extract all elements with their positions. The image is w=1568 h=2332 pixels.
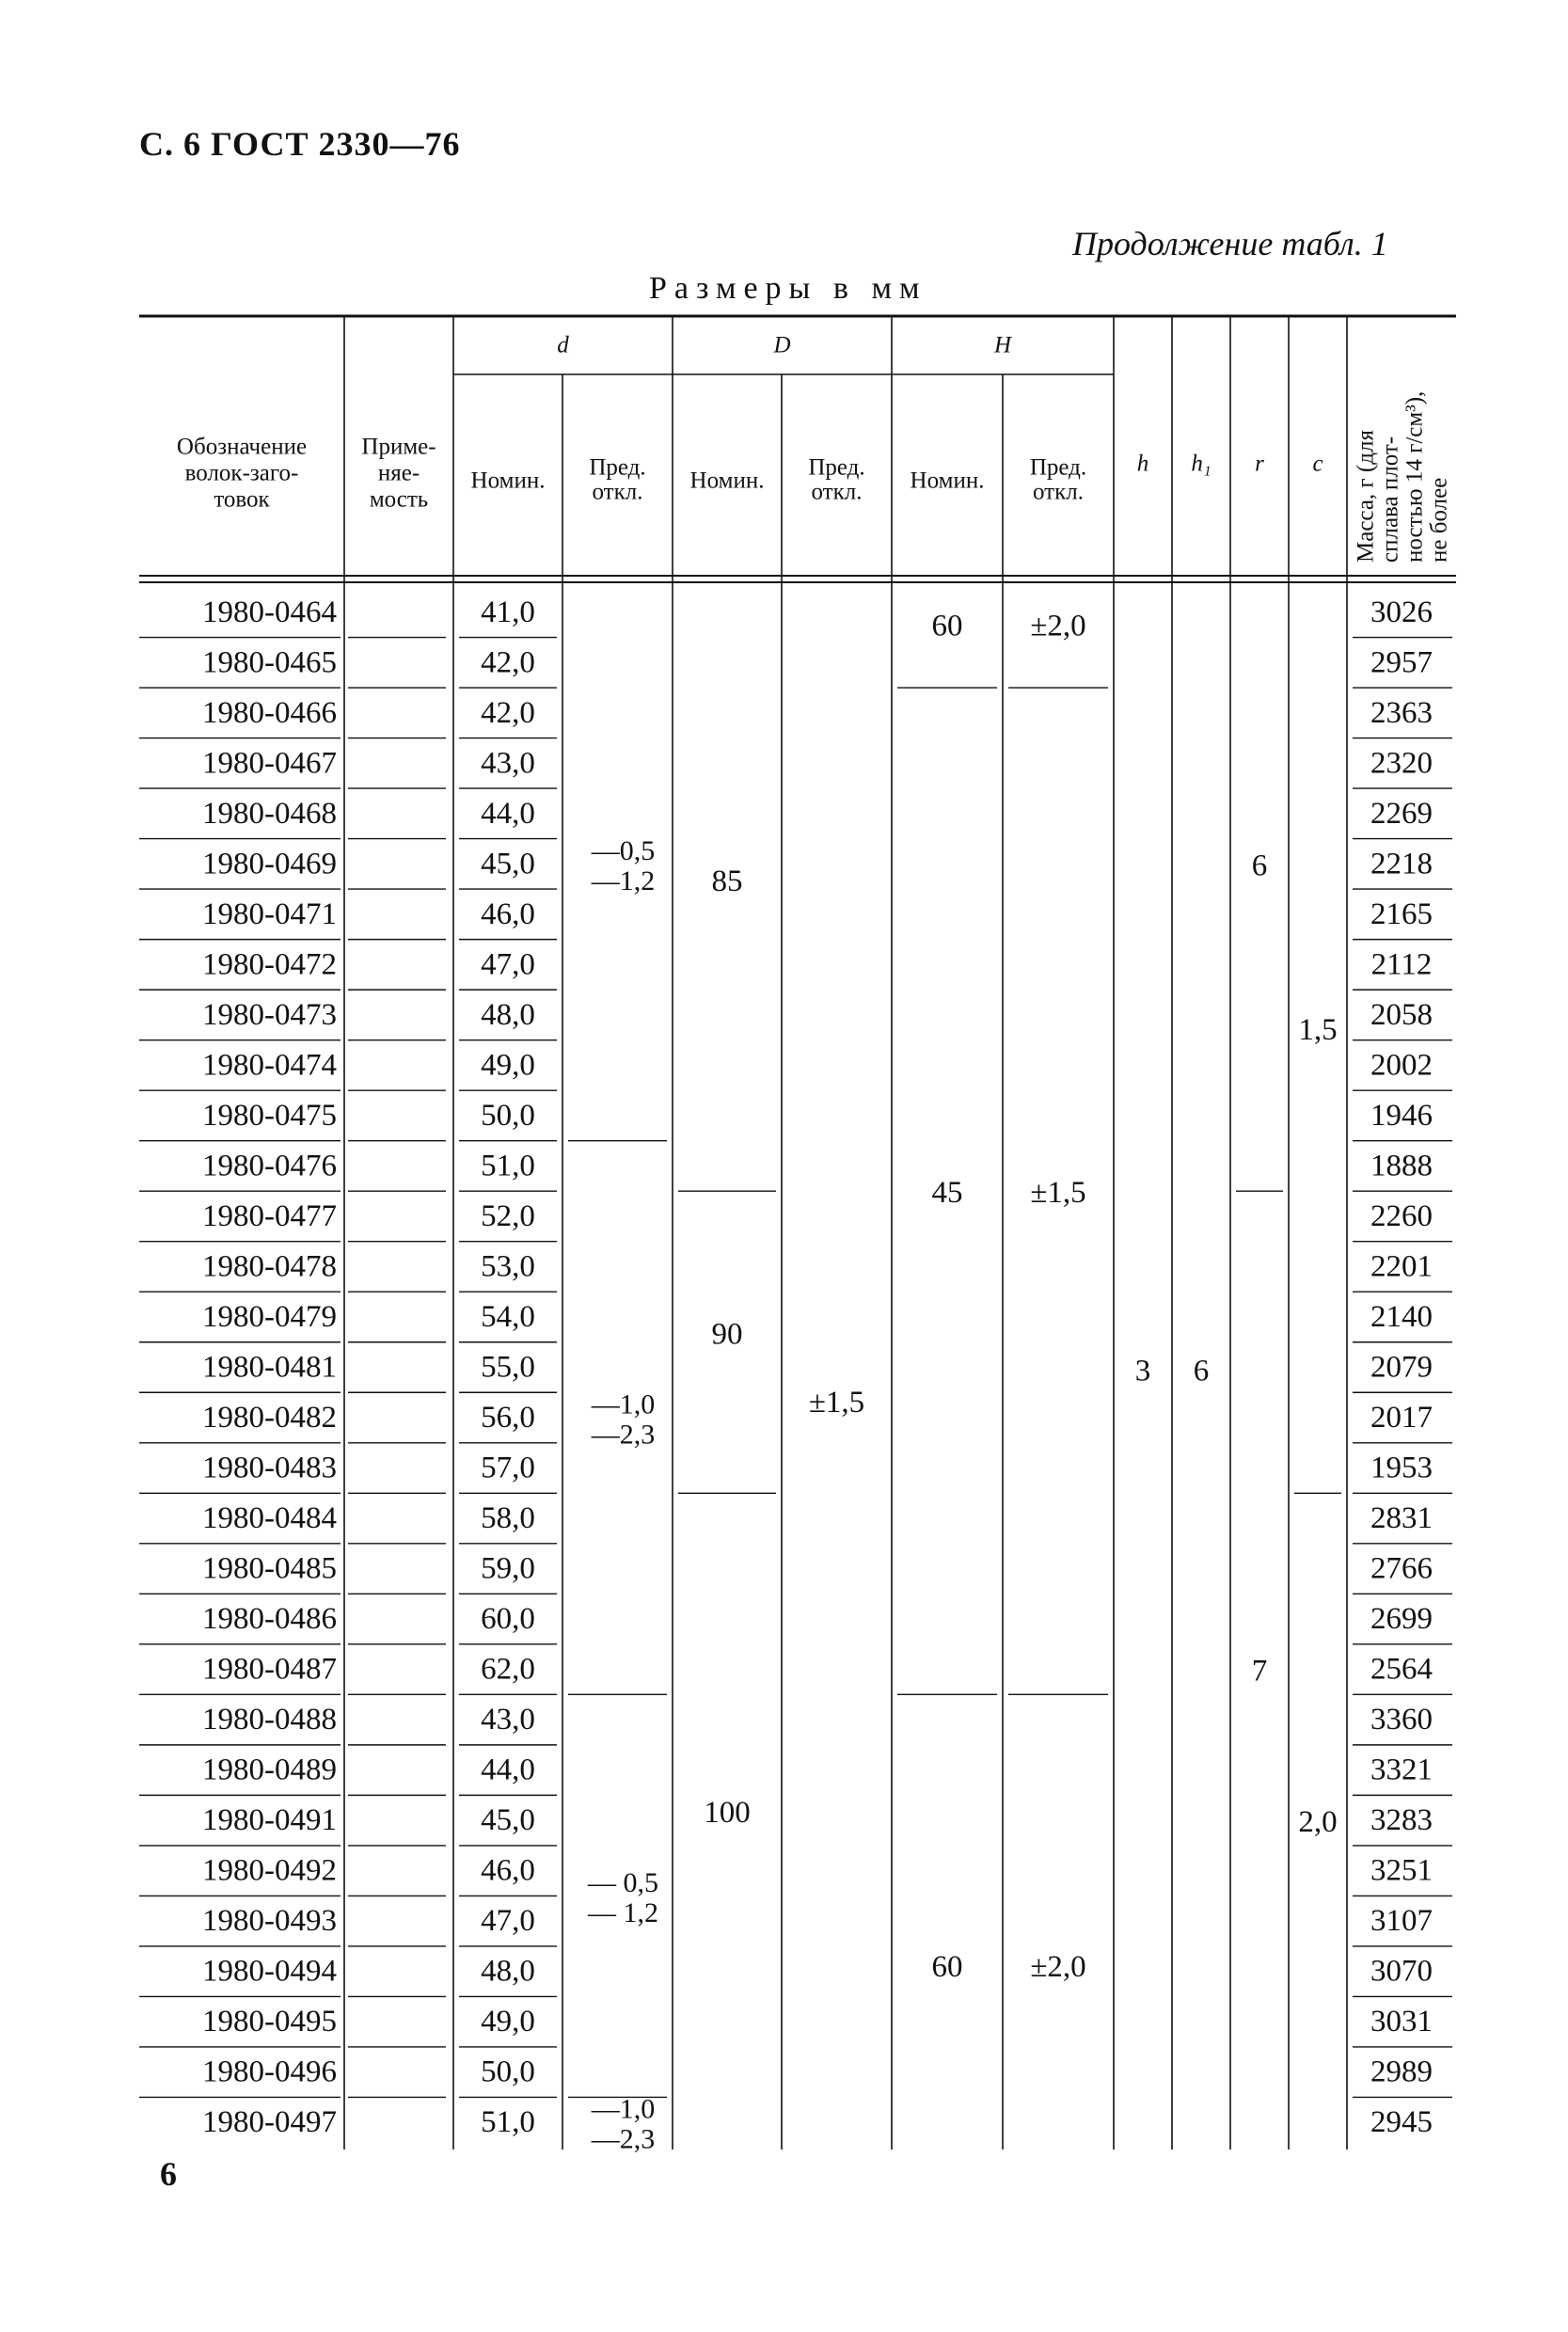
row-designation: 1980-0469 bbox=[202, 847, 337, 881]
row-d-nominal: 48,0 bbox=[481, 1954, 535, 1989]
header-h1: h₁ bbox=[1191, 451, 1212, 477]
row-c: 1,5 bbox=[1298, 1012, 1338, 1047]
row-designation: 1980-0466 bbox=[202, 695, 337, 730]
row-designation: 1980-0495 bbox=[202, 2005, 337, 2039]
header-tolerance: Пред. bbox=[808, 454, 865, 481]
row-d-nominal: 47,0 bbox=[481, 1904, 535, 1939]
row-d-nominal: 44,0 bbox=[481, 1753, 535, 1787]
row-mass: 1888 bbox=[1370, 1149, 1433, 1183]
table-continuation-label: Продолжение табл. 1 bbox=[1072, 225, 1388, 262]
row-d-nominal: 54,0 bbox=[481, 1299, 535, 1334]
row-designation: 1980-0487 bbox=[202, 1652, 337, 1687]
row-d-nominal: 46,0 bbox=[481, 896, 535, 931]
row-d-nominal: 47,0 bbox=[481, 947, 535, 982]
row-mass: 2002 bbox=[1370, 1048, 1433, 1083]
header-nominal: Номин. bbox=[470, 468, 546, 494]
row-designation: 1980-0464 bbox=[202, 595, 337, 629]
row-mass: 1953 bbox=[1370, 1451, 1433, 1485]
row-designation: 1980-0476 bbox=[202, 1149, 337, 1183]
row-mass: 3070 bbox=[1370, 1954, 1433, 1989]
row-d-nominal: 51,0 bbox=[481, 2105, 535, 2140]
row-mass: 3321 bbox=[1370, 1753, 1433, 1787]
row-designation: 1980-0496 bbox=[202, 2054, 337, 2089]
row-designation: 1980-0493 bbox=[202, 1904, 337, 1939]
row-mass: 1946 bbox=[1370, 1098, 1433, 1133]
row-d-nominal: 59,0 bbox=[481, 1551, 535, 1586]
row-mass: 2831 bbox=[1370, 1501, 1433, 1536]
row-d-nominal: 44,0 bbox=[481, 796, 535, 831]
header-applicability: няе- bbox=[377, 460, 420, 486]
row-designation: 1980-0472 bbox=[202, 947, 337, 982]
row-d-tolerance: — 0,5 bbox=[588, 1866, 658, 1898]
row-D-nominal: 85 bbox=[711, 865, 743, 899]
header-tolerance: Пред. bbox=[1029, 454, 1087, 481]
row-d-nominal: 50,0 bbox=[481, 2054, 535, 2089]
header-designation: Обозначение bbox=[176, 434, 308, 460]
row-mass: 3026 bbox=[1370, 595, 1433, 629]
row-mass: 2699 bbox=[1370, 1602, 1433, 1637]
row-designation: 1980-0482 bbox=[202, 1401, 337, 1436]
row-designation: 1980-0489 bbox=[202, 1753, 337, 1787]
row-d-tolerance: —0,5 bbox=[591, 834, 656, 866]
row-designation: 1980-0483 bbox=[202, 1451, 337, 1485]
row-mass: 2017 bbox=[1370, 1401, 1433, 1436]
header-mass: не более bbox=[1426, 477, 1452, 563]
row-D-nominal: 90 bbox=[711, 1317, 743, 1352]
row-mass: 2079 bbox=[1370, 1350, 1433, 1385]
header-nominal: Номин. bbox=[910, 468, 985, 494]
row-mass: 2320 bbox=[1370, 746, 1433, 781]
row-designation: 1980-0488 bbox=[202, 1703, 337, 1737]
row-mass: 2165 bbox=[1370, 896, 1433, 931]
header-H: H bbox=[993, 332, 1012, 358]
row-H-tolerance: ±2,0 bbox=[1030, 1949, 1086, 1984]
row-d-nominal: 57,0 bbox=[481, 1451, 535, 1485]
header-mass: Масса, г (для bbox=[1353, 430, 1379, 563]
row-H-nominal: 60 bbox=[931, 609, 963, 643]
page-number: 6 bbox=[160, 2155, 177, 2193]
row-designation: 1980-0485 bbox=[202, 1551, 337, 1586]
row-H-nominal: 45 bbox=[931, 1176, 963, 1211]
row-mass: 3360 bbox=[1370, 1703, 1433, 1737]
row-designation: 1980-0471 bbox=[202, 896, 337, 931]
row-d-nominal: 53,0 bbox=[481, 1249, 535, 1284]
row-d-tolerance: — 1,2 bbox=[588, 1896, 658, 1928]
row-mass: 2201 bbox=[1370, 1249, 1433, 1284]
row-d-tolerance: —1,0 bbox=[591, 2093, 656, 2125]
row-designation: 1980-0473 bbox=[202, 997, 337, 1032]
row-h1: 6 bbox=[1193, 1354, 1210, 1388]
header-applicability: Приме- bbox=[361, 434, 436, 460]
row-designation: 1980-0465 bbox=[202, 645, 337, 680]
row-d-nominal: 55,0 bbox=[481, 1350, 535, 1385]
header-designation: волок-заго- bbox=[184, 460, 299, 486]
row-d-nominal: 51,0 bbox=[481, 1149, 535, 1183]
row-designation: 1980-0481 bbox=[202, 1350, 337, 1385]
row-d-nominal: 43,0 bbox=[481, 1703, 535, 1737]
row-mass: 3107 bbox=[1370, 1904, 1433, 1939]
row-d-nominal: 49,0 bbox=[481, 2005, 535, 2039]
row-D-nominal: 100 bbox=[704, 1796, 751, 1831]
row-mass: 2363 bbox=[1370, 695, 1433, 730]
row-h: 3 bbox=[1134, 1354, 1151, 1388]
document-header: С. 6 ГОСТ 2330—76 bbox=[139, 125, 461, 163]
row-designation: 1980-0497 bbox=[202, 2105, 337, 2140]
row-designation: 1980-0492 bbox=[202, 1853, 337, 1888]
row-d-tolerance: —2,3 bbox=[591, 2123, 656, 2155]
row-d-nominal: 42,0 bbox=[481, 645, 535, 680]
row-d-nominal: 45,0 bbox=[481, 847, 535, 881]
row-designation: 1980-0484 bbox=[202, 1501, 337, 1536]
row-designation: 1980-0479 bbox=[202, 1299, 337, 1334]
row-d-nominal: 62,0 bbox=[481, 1652, 535, 1687]
row-mass: 2989 bbox=[1370, 2054, 1433, 2089]
row-H-tolerance: ±2,0 bbox=[1030, 609, 1086, 643]
header-tolerance: откл. bbox=[592, 479, 643, 505]
row-designation: 1980-0494 bbox=[202, 1954, 337, 1989]
row-mass: 2140 bbox=[1370, 1299, 1433, 1334]
row-mass: 2112 bbox=[1370, 947, 1433, 982]
header-tolerance: откл. bbox=[1033, 479, 1084, 505]
row-mass: 2269 bbox=[1370, 796, 1433, 831]
row-d-nominal: 56,0 bbox=[481, 1401, 535, 1436]
row-d-nominal: 42,0 bbox=[481, 695, 535, 730]
header-c: c bbox=[1312, 451, 1323, 477]
header-r: r bbox=[1255, 451, 1264, 477]
row-mass: 2218 bbox=[1370, 847, 1433, 881]
row-c: 2,0 bbox=[1298, 1805, 1338, 1840]
row-mass: 3283 bbox=[1370, 1803, 1433, 1838]
header-nominal: Номин. bbox=[689, 468, 765, 494]
header-applicability: мость bbox=[369, 486, 429, 513]
row-mass: 2945 bbox=[1370, 2105, 1433, 2140]
row-r: 6 bbox=[1251, 849, 1268, 883]
row-d-tolerance: —2,3 bbox=[591, 1419, 656, 1451]
row-d-nominal: 43,0 bbox=[481, 746, 535, 781]
row-mass: 3251 bbox=[1370, 1853, 1433, 1888]
header-h: h bbox=[1136, 451, 1149, 477]
row-d-nominal: 45,0 bbox=[481, 1803, 535, 1838]
header-d: d bbox=[557, 332, 569, 358]
header-mass: сплава плот- bbox=[1377, 436, 1403, 563]
row-d-nominal: 46,0 bbox=[481, 1853, 535, 1888]
row-r: 7 bbox=[1251, 1654, 1268, 1689]
units-label: Размеры в мм bbox=[649, 271, 927, 306]
header-mass: ностью 14 г/см³), bbox=[1402, 390, 1428, 563]
row-mass: 2766 bbox=[1370, 1551, 1433, 1586]
row-mass: 2058 bbox=[1370, 997, 1433, 1032]
row-mass: 2564 bbox=[1370, 1652, 1433, 1687]
row-designation: 1980-0468 bbox=[202, 796, 337, 831]
row-designation: 1980-0491 bbox=[202, 1803, 337, 1838]
header-tolerance: откл. bbox=[811, 479, 863, 505]
row-designation: 1980-0474 bbox=[202, 1048, 337, 1083]
row-designation: 1980-0467 bbox=[202, 746, 337, 781]
header-tolerance: Пред. bbox=[589, 454, 646, 481]
row-d-tolerance: —1,0 bbox=[591, 1388, 656, 1420]
row-d-nominal: 49,0 bbox=[481, 1048, 535, 1083]
row-H-tolerance: ±1,5 bbox=[1030, 1176, 1086, 1211]
header-D: D bbox=[773, 332, 791, 358]
row-designation: 1980-0477 bbox=[202, 1198, 337, 1233]
header-designation: товок bbox=[214, 486, 270, 513]
row-D-tolerance: ±1,5 bbox=[808, 1386, 865, 1420]
row-d-nominal: 60,0 bbox=[481, 1602, 535, 1637]
row-d-nominal: 48,0 bbox=[481, 997, 535, 1032]
row-d-nominal: 41,0 bbox=[481, 595, 535, 629]
row-d-nominal: 52,0 bbox=[481, 1198, 535, 1233]
row-d-nominal: 50,0 bbox=[481, 1098, 535, 1133]
row-mass: 2957 bbox=[1370, 645, 1433, 680]
row-d-tolerance: —1,2 bbox=[591, 865, 656, 896]
row-designation: 1980-0475 bbox=[202, 1098, 337, 1133]
row-mass: 3031 bbox=[1370, 2005, 1433, 2039]
row-designation: 1980-0486 bbox=[202, 1602, 337, 1637]
row-d-nominal: 58,0 bbox=[481, 1501, 535, 1536]
row-H-nominal: 60 bbox=[931, 1949, 963, 1984]
row-mass: 2260 bbox=[1370, 1198, 1433, 1233]
row-designation: 1980-0478 bbox=[202, 1249, 337, 1284]
